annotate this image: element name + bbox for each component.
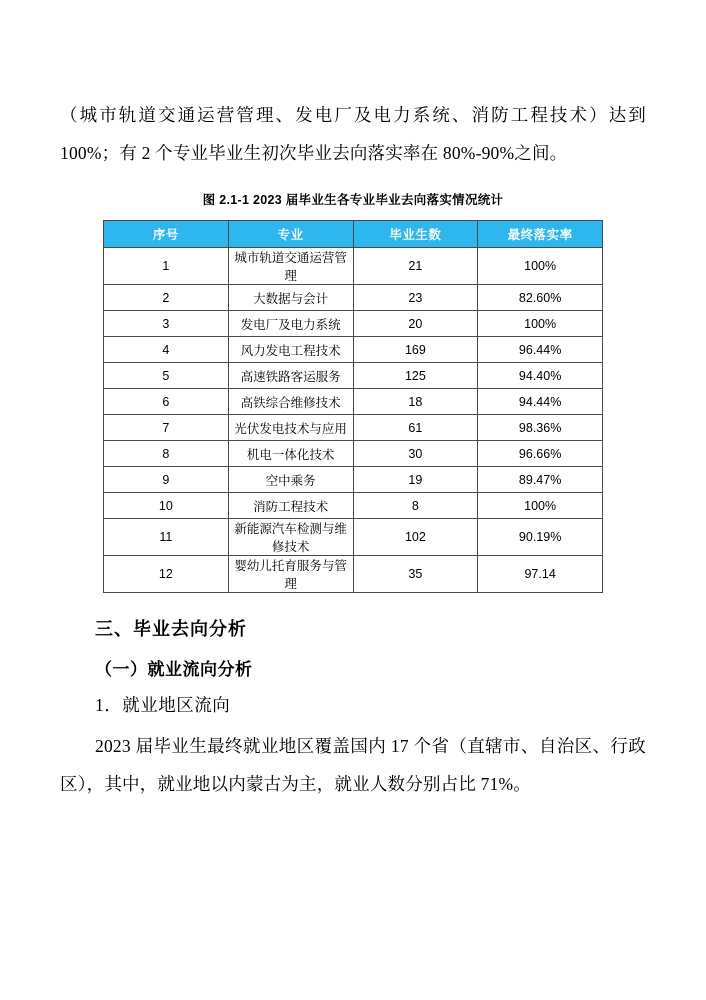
figure-caption: 图 2.1-1 2023 届毕业生各专业毕业去向落实情况统计: [202, 193, 504, 207]
cell-graduates: 20: [353, 311, 478, 337]
table-row: [104, 248, 603, 285]
cell-major: 城市轨道交通运营管理: [228, 248, 353, 285]
table-body: [104, 248, 603, 593]
cell-major: 高铁综合维修技术: [228, 389, 353, 415]
cell-rate: 96.44%: [478, 337, 603, 363]
table-row: [104, 519, 603, 556]
table-row: [104, 467, 603, 493]
column-header-index: 序号: [104, 221, 229, 248]
cell-index: 2: [104, 285, 229, 311]
cell-rate: 90.19%: [478, 519, 603, 556]
section-heading: 三、毕业去向分析: [95, 619, 247, 639]
cell-graduates: 19: [353, 467, 478, 493]
cell-graduates: 102: [353, 519, 478, 556]
cell-graduates: 21: [353, 248, 478, 285]
cell-rate: 97.14: [478, 556, 603, 593]
column-header-rate: 最终落实率: [478, 221, 603, 248]
cell-rate: 82.60%: [478, 285, 603, 311]
cell-graduates: 8: [353, 493, 478, 519]
cell-index: 11: [104, 519, 229, 556]
cell-index: 3: [104, 311, 229, 337]
cell-major: 机电一体化技术: [228, 441, 353, 467]
cell-rate: 94.44%: [478, 389, 603, 415]
cell-graduates: 125: [353, 363, 478, 389]
cell-index: 9: [104, 467, 229, 493]
subsubsection-heading: 1．就业地区流向: [95, 695, 231, 715]
cell-major: 空中乘务: [228, 467, 353, 493]
cell-major: 消防工程技术: [228, 493, 353, 519]
cell-major: 风力发电工程技术: [228, 337, 353, 363]
cell-index: 6: [104, 389, 229, 415]
table-header-row: [104, 221, 603, 248]
table-row: [104, 285, 603, 311]
cell-major: 发电厂及电力系统: [228, 311, 353, 337]
cell-rate: 100%: [478, 248, 603, 285]
cell-rate: 96.66%: [478, 441, 603, 467]
cell-graduates: 35: [353, 556, 478, 593]
cell-graduates: 61: [353, 415, 478, 441]
table-row: [104, 441, 603, 467]
cell-major: 新能源汽车检测与维修技术: [228, 519, 353, 556]
table-row: [104, 337, 603, 363]
cell-major: 光伏发电技术与应用: [228, 415, 353, 441]
cell-major: 大数据与会计: [228, 285, 353, 311]
cell-graduates: 30: [353, 441, 478, 467]
cell-graduates: 23: [353, 285, 478, 311]
cell-graduates: 18: [353, 389, 478, 415]
cell-graduates: 169: [353, 337, 478, 363]
table-row: [104, 415, 603, 441]
cell-rate: 100%: [478, 493, 603, 519]
intro-paragraph: （城市轨道交通运营管理、发电厂及电力系统、消防工程技术）达到 100%；有 2 个专业毕业生初次毕业去向落实率在 80%-90%之间。: [60, 105, 646, 163]
cell-index: 1: [104, 248, 229, 285]
cell-index: 12: [104, 556, 229, 593]
table-row: [104, 556, 603, 593]
cell-index: 4: [104, 337, 229, 363]
cell-major: 高速铁路客运服务: [228, 363, 353, 389]
table-row: [104, 363, 603, 389]
cell-rate: 89.47%: [478, 467, 603, 493]
cell-index: 7: [104, 415, 229, 441]
cell-index: 10: [104, 493, 229, 519]
cell-rate: 94.40%: [478, 363, 603, 389]
cell-rate: 98.36%: [478, 415, 603, 441]
table-row: [104, 311, 603, 337]
column-header-major: 专业: [228, 221, 353, 248]
cell-index: 5: [104, 363, 229, 389]
cell-rate: 100%: [478, 311, 603, 337]
subsection-heading: （一）就业流向分析: [95, 660, 253, 679]
closing-paragraph: 2023 届毕业生最终就业地区覆盖国内 17 个省（直辖市、自治区、行政区），其中，就业地以内蒙古为主，就业人数分别占比 71%。: [60, 736, 646, 794]
cell-major: 婴幼儿托育服务与管理: [228, 556, 353, 593]
graduate-employment-table: [103, 220, 603, 593]
table-row: [104, 493, 603, 519]
table-row: [104, 389, 603, 415]
cell-index: 8: [104, 441, 229, 467]
column-header-graduates: 毕业生数: [353, 221, 478, 248]
